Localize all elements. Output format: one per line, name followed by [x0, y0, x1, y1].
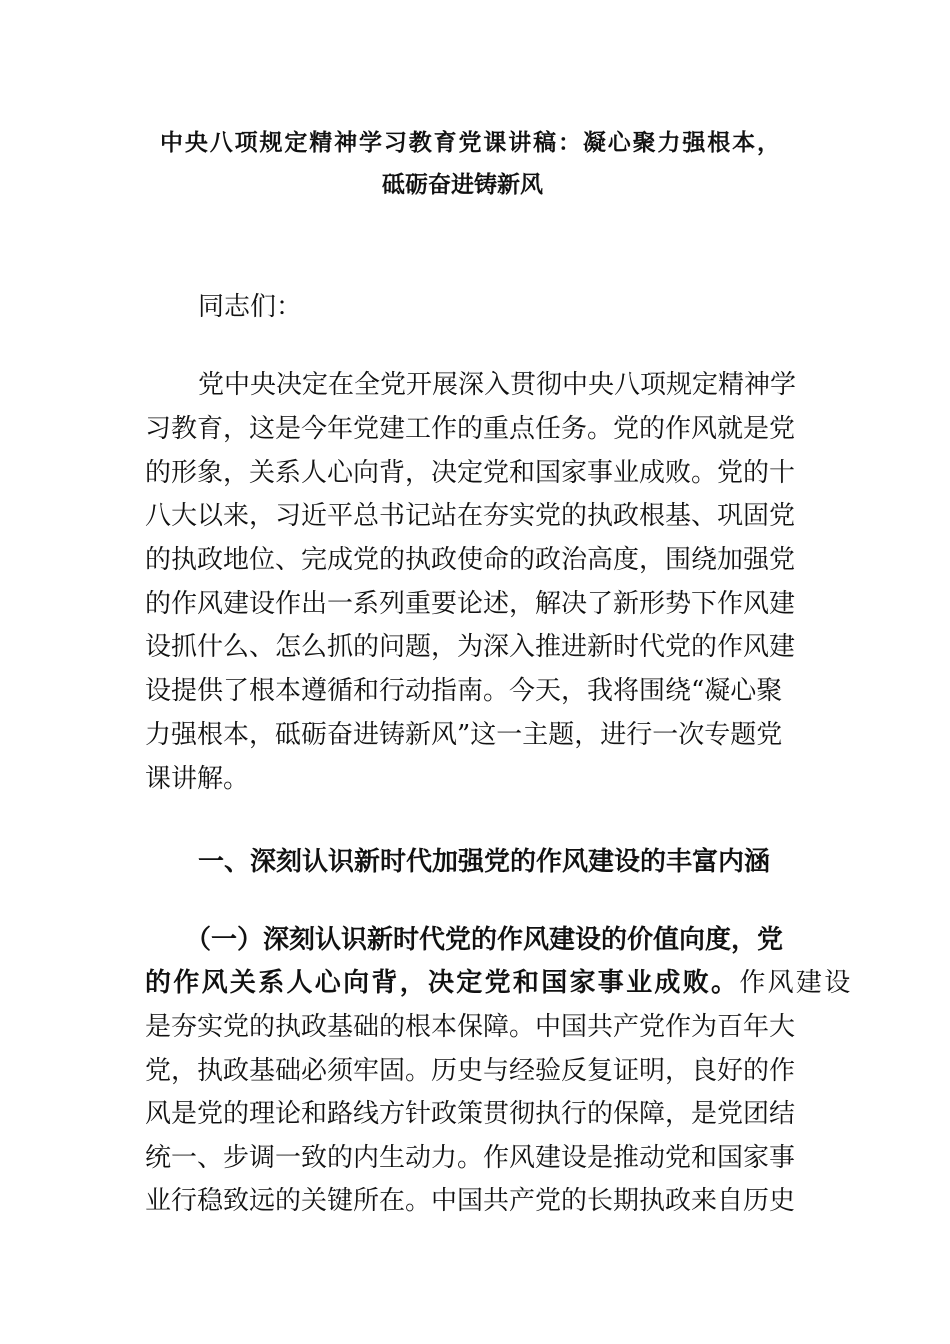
text-line: 统一、步调一致的内生动力。作风建设是推动党和国家事 [145, 1143, 796, 1173]
text-line: 设提供了根本遵循和行动指南。今天，我将围绕“凝心聚 [145, 676, 783, 706]
text-line: 设抓什么、怎么抓的问题，为深入推进新时代党的作风建 [145, 632, 796, 662]
subsection-heading-cont: 的作风关系人心向背，决定党和国家事业成败。 [145, 968, 740, 998]
text-line: 的作风建设作出一系列重要论述，解决了新形势下作风建 [145, 589, 796, 619]
title-line-1: 中央八项规定精神学习教育党课讲稿：凝心聚力强根本， [160, 129, 780, 156]
section-heading-1: 一、深刻认识新时代加强党的作风建设的丰富内涵 [198, 847, 771, 877]
text-line: 的执政地位、完成党的执政使命的政治高度，围绕加强党 [145, 545, 796, 575]
text-line: 习教育，这是今年党建工作的重点任务。党的作风就是党 [145, 414, 796, 444]
text-line: 课讲解。 [145, 764, 250, 794]
text-line [145, 966, 853, 1000]
title-line-2: 砥砺奋进铸新风 [382, 171, 543, 198]
text-line: 八大以来，习近平总书记站在夯实党的执政根基、巩固党 [145, 501, 796, 531]
text-line: 业行稳致远的关键所在。中国共产党的长期执政来自历史 [145, 1186, 796, 1216]
text-line: 是夯实党的执政基础的根本保障。中国共产党作为百年大 [145, 1012, 796, 1042]
text-line: 的形象，关系人心向背，决定党和国家事业成败。党的十 [145, 458, 796, 488]
text-line: 党中央决定在全党开展深入贯彻中央八项规定精神学 [198, 370, 797, 400]
salutation: 同志们： [198, 292, 303, 322]
subsection-heading: （一）深刻认识新时代党的作风建设的价值向度，党 [185, 925, 784, 955]
text-line: 力强根本，砥砺奋进铸新风”这一主题，进行一次专题党 [145, 720, 783, 750]
text-line: 风是党的理论和路线方针政策贯彻执行的保障，是党团结 [145, 1099, 796, 1129]
text-span: 作风建设 [739, 968, 853, 998]
text-line: 党，执政基础必须牢固。历史与经验反复证明，良好的作 [145, 1056, 796, 1086]
